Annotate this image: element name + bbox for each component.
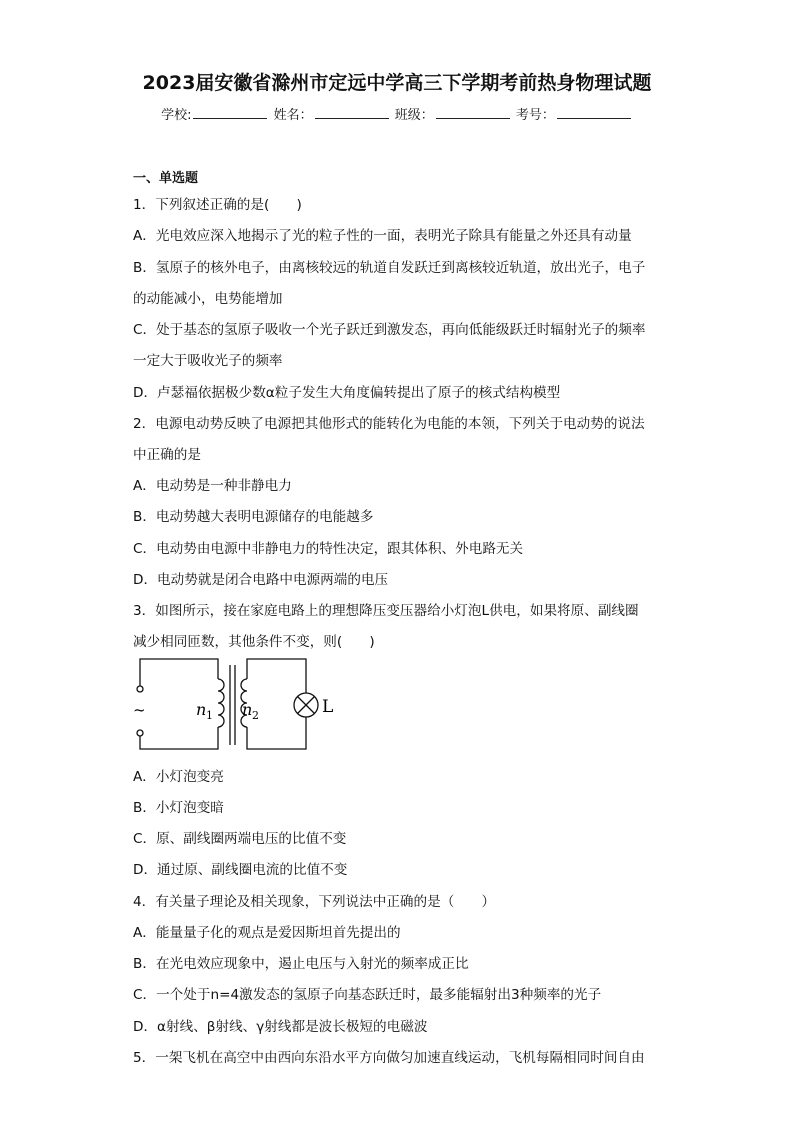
option-line: B．电动势越大表明电源储存的电能越多 — [133, 509, 374, 525]
exam-number-label: 考号： — [515, 108, 555, 123]
option-line: 一定大于吸收光子的频率 — [133, 353, 283, 369]
option-line: 的动能减小，电势能增加 — [133, 291, 283, 307]
exam-number-blank[interactable] — [557, 106, 631, 119]
option-line: B．在光电效应现象中，遏止电压与入射光的频率成正比 — [133, 956, 469, 972]
option-line: A．能量量子化的观点是爱因斯坦首先提出的 — [133, 925, 401, 941]
terminal-top — [137, 686, 143, 692]
school-label: 学校: — [161, 108, 192, 123]
option-line: C．处于基态的氢原子吸收一个光子跃迁到激发态，再向低能级跃迁时辐射光子的频率 — [133, 322, 646, 338]
transformer-circuit-diagram — [130, 655, 350, 755]
option-line: C．一个处于n=4激发态的氢原子向基态跃迁时，最多能辐射出3种频率的光子 — [133, 987, 602, 1003]
question-line: 3．如图所示，接在家庭电路上的理想降压变压器给小灯泡L供电，如果将原、副线圈 — [133, 603, 639, 619]
question-line: 减少相同匝数，其他条件不变，则( ) — [133, 634, 375, 650]
n1-subscript: 1 — [206, 709, 213, 722]
question-line: 4．有关量子理论及相关现象，下列说法中正确的是（ ） — [133, 894, 496, 910]
section-heading: 一、单选题 — [133, 171, 199, 186]
lamp-label: L — [322, 697, 334, 717]
question-line: 5．一架飞机在高空中由西向东沿水平方向做匀加速直线运动，飞机每隔相同时间自由 — [133, 1050, 645, 1066]
class-label: 班级： — [394, 108, 434, 123]
terminal-bottom — [137, 730, 143, 736]
option-line: D．卢瑟福依据极少数α粒子发生大角度偏转提出了原子的核式结构模型 — [133, 385, 561, 401]
option-line: C．原、副线圈两端电压的比值不变 — [133, 831, 347, 847]
option-line: B．氢原子的核外电子，由离核较远的轨道自发跃迁到离核较近轨道，放出光子，电子 — [133, 260, 646, 276]
question-line: 中正确的是 — [133, 447, 201, 463]
class-blank[interactable] — [436, 106, 510, 119]
question-line: 2．电源电动势反映了电源把其他形式的能转化为电能的本领，下列关于电动势的说法 — [133, 416, 645, 432]
option-line: A．光电效应深入地揭示了光的粒子性的一面，表明光子除具有能量之外还具有动量 — [133, 228, 632, 244]
primary-coil — [218, 679, 224, 727]
n2-subscript: 2 — [252, 709, 259, 722]
name-label: 姓名： — [273, 108, 313, 123]
option-line: D．α射线、β射线、γ射线都是波长极短的电磁波 — [133, 1019, 428, 1035]
student-info-row — [0, 104, 794, 123]
n2-label: n — [242, 700, 253, 719]
option-line: A．电动势是一种非静电力 — [133, 478, 292, 494]
option-line: B．小灯泡变暗 — [133, 800, 224, 816]
option-line: C．电动势由电源中非静电力的特性决定，跟其体积、外电路无关 — [133, 541, 524, 557]
school-blank[interactable] — [193, 106, 267, 119]
option-line: A．小灯泡变亮 — [133, 769, 224, 785]
question-line: 1．下列叙述正确的是( ) — [133, 197, 302, 213]
option-line: D．通过原、副线圈电流的比值不变 — [133, 862, 348, 878]
name-blank[interactable] — [315, 106, 389, 119]
n1-label: n — [196, 700, 207, 719]
page-title: 2023届安徽省滁州市定远中学高三下学期考前热身物理试题 — [142, 72, 652, 94]
option-line: D．电动势就是闭合电路中电源两端的电压 — [133, 572, 389, 588]
ac-source-symbol: ~ — [133, 701, 146, 719]
